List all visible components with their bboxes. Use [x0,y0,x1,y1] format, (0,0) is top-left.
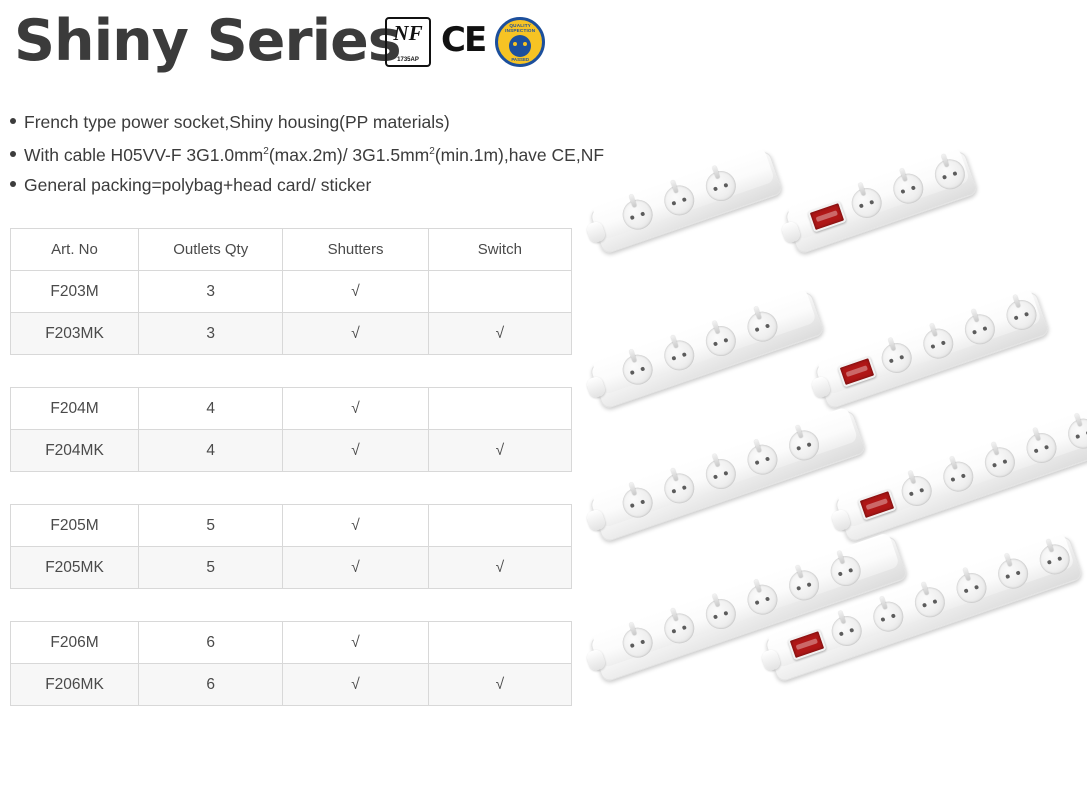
socket-hole [630,503,635,508]
cell-outlets-qty: 6 [139,622,283,664]
cell-shutters: √ [283,388,428,430]
socket-hole [891,613,896,618]
quality-seal-icon [495,17,545,67]
socket-hole [992,463,997,468]
socket-hole [919,488,924,493]
socket-hole [932,599,937,604]
cell-switch: √ [428,664,571,706]
table-row [11,271,572,313]
socket-hole [1016,570,1021,575]
socket-hole [859,203,864,208]
table-spacer [10,472,572,504]
socket-hole [755,460,760,465]
column-header-shutters: Shutters [283,229,428,271]
socket-hole [1034,448,1039,453]
socket-hole [713,474,718,479]
product-image-f203m [585,200,775,264]
table-row [11,388,572,430]
product-f203mk-illustration [780,138,980,260]
socket-hole [671,356,676,361]
socket-hole [838,571,843,576]
cell-art-no: F204MK [11,430,139,472]
product-f205mk-illustration [830,397,1087,548]
bullet-dot-icon [10,151,16,157]
socket-hole [755,327,760,332]
cell-switch [428,388,571,430]
page-title: Shiny Series [14,8,401,74]
cell-art-no: F203M [11,271,139,313]
socket-hole [682,625,687,630]
socket-hole [899,355,904,360]
cell-outlets-qty: 3 [139,313,283,355]
socket-hole [723,338,728,343]
bullet-text-part: (min.1m),have CE,NF [434,144,605,165]
spec-tables [10,228,572,706]
cell-shutters: √ [283,505,428,547]
feature-bullet-list [10,108,710,201]
socket-hole [755,600,760,605]
cell-outlets-qty: 4 [139,388,283,430]
cell-switch: √ [428,547,571,589]
socket-hole [950,477,955,482]
cell-switch [428,271,571,313]
table-row [11,664,572,706]
cell-switch: √ [428,313,571,355]
socket-hole [1057,556,1062,561]
socket-hole [1044,445,1049,450]
socket-hole [640,639,645,644]
bullet-text: General packing=polybag+head card/ sticker [24,174,372,195]
socket-hole [682,197,687,202]
cell-outlets-qty: 5 [139,547,283,589]
cell-outlets-qty: 6 [139,664,283,706]
product-image-f205m [585,488,863,552]
nf-icon [385,17,431,67]
table-row [11,547,572,589]
table-row [11,430,572,472]
bullet-text: French type power socket,Shiny housing(PP materials) [24,112,450,132]
socket-hole [713,341,718,346]
bullet-superscript: 2 [263,146,269,157]
socket-hole [964,588,969,593]
table-spacer [10,355,572,387]
bullet-text-part: (max.2m)/ 3G1.5mm [268,144,430,165]
product-f204m-illustration [585,279,827,416]
product-image-gallery [575,190,1080,800]
cell-outlets-qty: 4 [139,430,283,472]
socket-hole [900,189,905,194]
socket-hole [671,629,676,634]
cell-art-no: F203MK [11,313,139,355]
socket-hole [941,340,946,345]
socket-hole [909,491,914,496]
socket-hole [682,485,687,490]
socket-hole [1024,312,1029,317]
cell-art-no: F205M [11,505,139,547]
table-row [11,622,572,664]
socket-hole [889,358,894,363]
socket-hole [640,499,645,504]
socket-hole [723,471,728,476]
socket-hole [880,617,885,622]
socket-hole [1005,574,1010,579]
spec-table-f203 [10,228,572,355]
bullet-text [24,138,604,169]
cell-outlets-qty: 5 [139,505,283,547]
socket-hole [848,568,853,573]
nf-sublabel: 1735AP [397,57,419,63]
cell-shutters: √ [283,622,428,664]
socket-hole [942,175,947,180]
socket-hole [723,611,728,616]
cell-art-no: F204M [11,388,139,430]
spec-table-f205 [10,504,572,589]
socket-hole [922,603,927,608]
cell-shutters: √ [283,313,428,355]
socket-hole [952,171,957,176]
socket-hole [911,185,916,190]
socket-hole [1075,434,1080,439]
socket-hole [765,596,770,601]
socket-hole [671,489,676,494]
socket-hole [723,183,728,188]
socket-hole [1002,459,1007,464]
cell-shutters: √ [283,664,428,706]
ce-icon: CE [441,20,486,60]
socket-hole [713,614,718,619]
socket-hole [630,215,635,220]
certification-marks [385,16,545,68]
socket-hole [630,643,635,648]
socket-hole [671,201,676,206]
bullet-item [10,108,710,136]
product-image-f206mk [760,628,1082,692]
socket-hole [807,442,812,447]
cell-art-no: F206M [11,622,139,664]
socket-hole [961,473,966,478]
bullet-item [10,138,710,169]
product-image-f203mk [780,200,970,264]
product-f205m-illustration [585,397,869,548]
bullet-text-part: With cable H05VV-F 3G1.0mm [24,144,264,165]
nf-label: NF [393,21,423,45]
cell-shutters: √ [283,271,428,313]
cell-shutters: √ [283,547,428,589]
column-header-art-no: Art. No [11,229,139,271]
socket-hole [849,628,854,633]
column-header-switch: Switch [428,229,571,271]
cell-art-no: F205MK [11,547,139,589]
column-header-outlets: Outlets Qty [139,229,283,271]
cell-switch [428,622,571,664]
cell-switch: √ [428,430,571,472]
socket-hole [839,631,844,636]
spec-table-f204 [10,387,572,472]
socket-hole [796,586,801,591]
socket-hole [682,352,687,357]
table-row [11,505,572,547]
socket-hole [640,211,645,216]
cell-shutters: √ [283,430,428,472]
seal-bottom-text: PASSED [511,57,530,62]
socket-hole [930,344,935,349]
page-header [0,0,1087,92]
table-spacer [10,589,572,621]
spec-table-f206 [10,621,572,706]
cell-switch [428,505,571,547]
bullet-dot-icon [10,118,16,124]
seal-top-text: QUALITY INSPECTION [505,23,536,33]
socket-hole [972,330,977,335]
socket-hole [869,200,874,205]
socket-hole [1014,315,1019,320]
socket-hole [1047,560,1052,565]
table-row [11,313,572,355]
socket-hole [982,326,987,331]
socket-hole [807,582,812,587]
product-image-f204m [585,355,819,419]
socket-hole [713,186,718,191]
table-header-row [11,229,572,271]
socket-hole [765,323,770,328]
bullet-superscript: 2 [429,146,435,157]
bullet-dot-icon [10,181,16,187]
socket-hole [796,446,801,451]
product-f204mk-illustration [810,279,1052,416]
socket-hole [640,366,645,371]
cell-art-no: F206MK [11,664,139,706]
seal-face-icon [509,35,531,57]
socket-hole [630,370,635,375]
socket-hole [765,456,770,461]
socket-hole [974,585,979,590]
cell-outlets-qty: 3 [139,271,283,313]
